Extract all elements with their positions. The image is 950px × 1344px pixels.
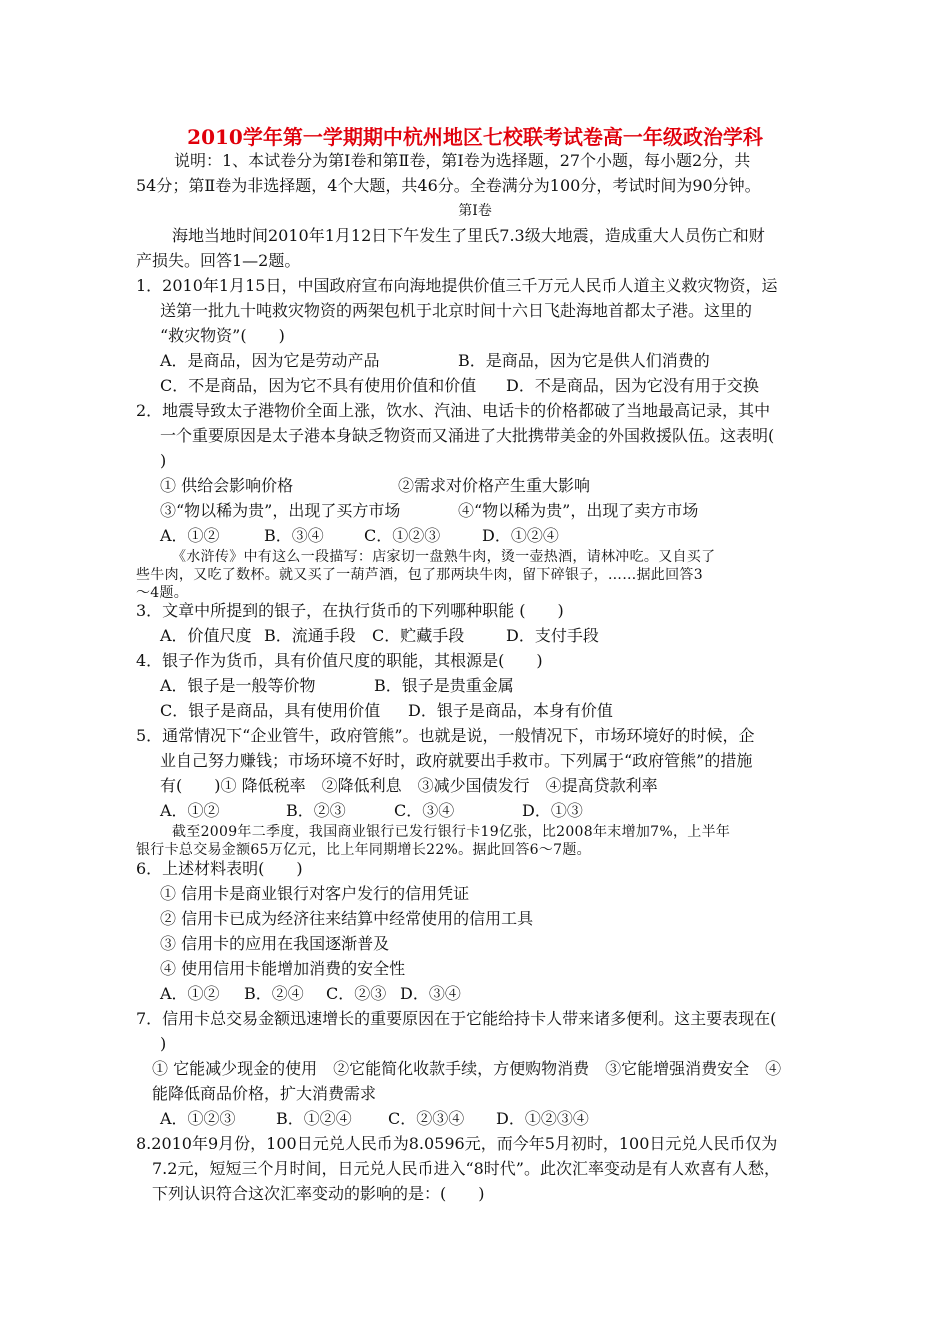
q1-option-a: A．是商品，因为它是劳动产品 [160, 351, 380, 370]
q3-option-d: D．支付手段 [506, 626, 599, 645]
q6-option-a: A．①② [160, 984, 220, 1003]
q2-option-d: D．①②④ [482, 526, 559, 545]
q5-line-3: 有( )① 降低税率 ②降低利息 ③减少国债发行 ④提高贷款利率 [160, 776, 658, 795]
q1-line-2: 送第一批九十吨救灾物资的两架包机于北京时间十六日飞赴海地首都太子港。这里的 [160, 301, 753, 320]
q7-line-2: ) [160, 1034, 167, 1053]
q1-line-1: 1．2010年1月15日，中国政府宣布向海地提供价值三千万元人民币人道主义救灾物资，运 [136, 276, 778, 295]
q2-option-a: A．①② [160, 526, 220, 545]
q1-option-c: C．不是商品，因为它不具有使用价值和价值 [160, 376, 477, 395]
q7-option-c: C．②③④ [388, 1109, 465, 1128]
q1-option-d: D．不是商品，因为它没有用于交换 [506, 376, 759, 395]
q5-option-c: C．③④ [394, 801, 455, 820]
intro-line-1: 说明：1、本试卷分为第Ⅰ卷和第Ⅱ卷，第Ⅰ卷为选择题，27个小题，每小题2分，共 [174, 151, 751, 170]
q3-line-1: 3．文章中所提到的银子，在执行货币的下列哪种职能 ( ) [136, 601, 564, 620]
q7-option-a: A．①②③ [160, 1109, 236, 1128]
q7-line-4: 能降低商品价格，扩大消费需求 [152, 1084, 377, 1103]
q6-item-4: ④ 使用信用卡能增加消费的安全性 [160, 959, 406, 978]
q3-option-c: C．贮藏手段 [372, 626, 465, 645]
q2-line-2: 一个重要原因是太子港本身缺乏物资而又涌进了大批携带美金的外国救援队伍。这表明( [160, 426, 775, 445]
material3-line-1: 截至2009年二季度，我国商业银行已发行银行卡19亿张，比2008年末增加7%，上半年 [172, 824, 731, 840]
q5-option-b: B．②③ [286, 801, 346, 820]
q4-option-c: C．银子是商品，具有使用价值 [160, 701, 381, 720]
q6-item-1: ① 信用卡是商业银行对客户发行的信用凭证 [160, 884, 470, 903]
q1-line-3: “救灾物资”( ) [160, 326, 285, 345]
q4-option-a: A．银子是一般等价物 [160, 676, 316, 695]
q2-option-c: C．①②③ [364, 526, 441, 545]
q5-line-1: 5．通常情况下“企业管牛，政府管熊”。也就是说，一般情况下，市场环境好的时候，企 [136, 726, 755, 745]
q8-line-3: 下列认识符合这次汇率变动的影响的是：( ) [152, 1184, 485, 1203]
q4-line-1: 4．银子作为货币，具有价值尺度的职能，其根源是( ) [136, 651, 543, 670]
q6-line-1: 6．上述材料表明( ) [136, 859, 303, 878]
material2-line-3: ～4题。 [136, 585, 189, 601]
q7-option-d: D．①②③④ [496, 1109, 589, 1128]
exam-title: 2010学年第一学期期中杭州地区七校联考试卷高一年级政治学科 [187, 125, 763, 149]
q2-line-3: ) [160, 451, 167, 470]
material1-line-2: 产损失。回答1—2题。 [136, 251, 301, 270]
q3-option-b: B．流通手段 [264, 626, 356, 645]
material1-line-1: 海地当地时间2010年1月12日下午发生了里氏7.3级大地震，造成重大人员伤亡和财 [172, 226, 765, 245]
q6-item-2: ② 信用卡已成为经济往来结算中经常使用的信用工具 [160, 909, 534, 928]
material2-line-1: 《水浒传》中有这么一段描写：店家切一盘熟牛肉，烫一壶热酒，请林冲吃。又自买了 [172, 549, 716, 565]
q2-item-2: ②需求对价格产生重大影响 [398, 476, 591, 495]
q7-line-1: 7．信用卡总交易金额迅速增长的重要原因在于它能给持卡人带来诸多便利。这主要表现在( [136, 1009, 777, 1028]
q6-item-3: ③ 信用卡的应用在我国逐渐普及 [160, 934, 390, 953]
q7-option-b: B．①②④ [276, 1109, 352, 1128]
q2-option-b: B．③④ [264, 526, 324, 545]
q5-option-d: D．①③ [522, 801, 583, 820]
q8-line-1: 8.2010年9月份，100日元兑人民币为8.0596元，而今年5月初时，100日元兑人民币仅为 [136, 1134, 778, 1153]
q2-item-4: ④“物以稀为贵”，出现了卖方市场 [458, 501, 699, 520]
q2-line-1: 2．地震导致太子港物价全面上涨，饮水、汽油、电话卡的价格都破了当地最高记录，其中 [136, 401, 771, 420]
q8-line-2: 7.2元，短短三个月时间，日元兑人民币进入“8时代”。此次汇率变动是有人欢喜有人愁， [152, 1159, 780, 1178]
q6-option-d: D．③④ [400, 984, 461, 1003]
q3-option-a: A．价值尺度 [160, 626, 252, 645]
q7-line-3: ① 它能减少现金的使用 ②它能简化收款手续，方便购物消费 ③它能增强消费安全 ④ [152, 1059, 782, 1078]
part1-heading: 第Ⅰ卷 [458, 203, 492, 219]
intro-line-2: 54分；第Ⅱ卷为非选择题，4个大题，共46分。全卷满分为100分，考试时间为90分钟。 [136, 176, 761, 195]
q6-option-b: B．②④ [244, 984, 304, 1003]
material2-line-2: 些牛肉，又吃了数杯。就又买了一葫芦酒，包了那两块牛肉，留下碎银子，……据此回答3 [136, 567, 703, 583]
q2-item-1: ① 供给会影响价格 [160, 476, 294, 495]
q4-option-d: D．银子是商品，本身有价值 [408, 701, 613, 720]
material3-line-2: 银行卡总交易金额65万亿元，比上年同期增长22%。据此回答6～7题。 [136, 842, 591, 858]
q4-option-b: B．银子是贵重金属 [374, 676, 514, 695]
q5-line-2: 业自己努力赚钱；市场环境不好时，政府就要出手救市。下列属于“政府管熊”的措施 [160, 751, 753, 770]
q6-option-c: C．②③ [326, 984, 387, 1003]
q1-option-b: B．是商品，因为它是供人们消费的 [458, 351, 710, 370]
q2-item-3: ③“物以稀为贵”，出现了买方市场 [160, 501, 401, 520]
q5-option-a: A．①② [160, 801, 220, 820]
